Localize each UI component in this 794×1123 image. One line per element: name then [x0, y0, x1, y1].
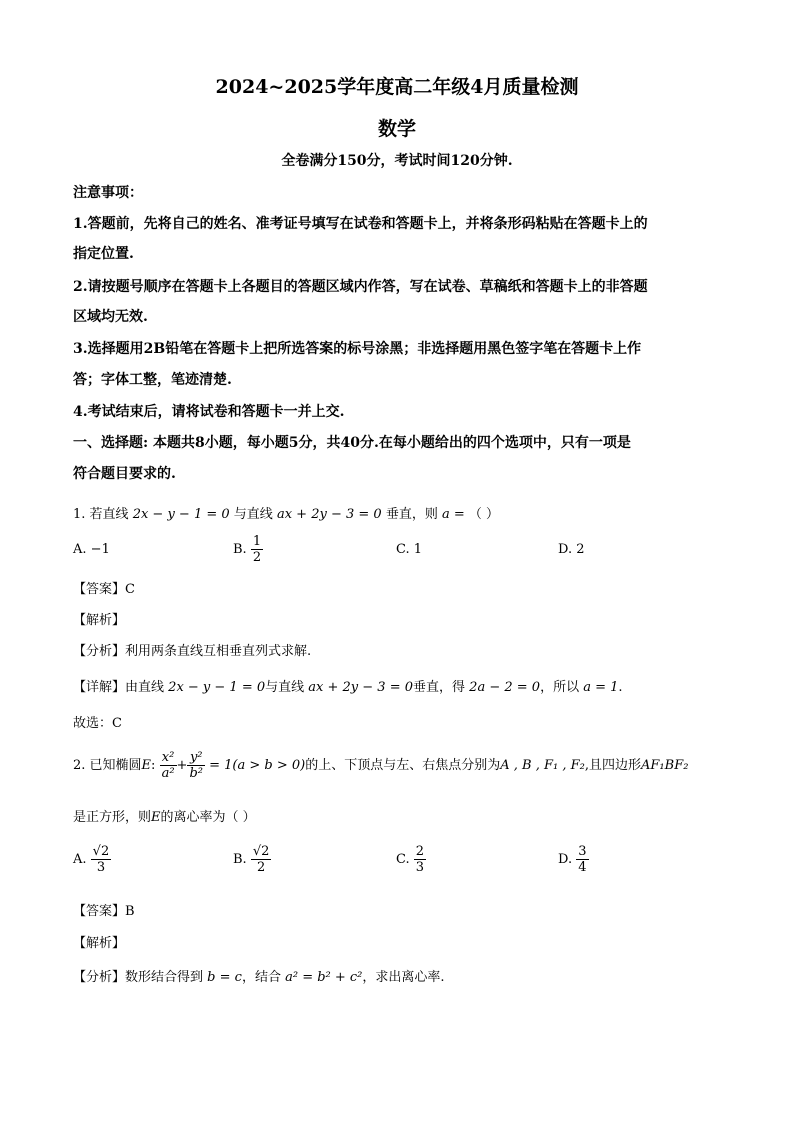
q2-answer: [73, 900, 135, 919]
q2-a2: a²: [161, 766, 175, 781]
q1-option-a: [73, 542, 110, 557]
q2-quadrilateral: AF₁BF₂: [641, 758, 689, 773]
q1-option-c: C. 1: [396, 542, 423, 557]
q1-detail-text-c: 垂直，得: [413, 680, 466, 695]
q1-detail-text-d: ，所以: [540, 680, 580, 695]
q2-option-d-label: D.: [558, 852, 573, 867]
note-1-line-1: 1.答题前，先将自己的姓名、准考证号填写在试卷和答题卡上，并将条形码粘贴在答题卡上的: [73, 216, 648, 232]
q2-stem-line-1: [73, 748, 688, 784]
q2-option-b-label: B.: [233, 852, 247, 867]
exam-title: 2024~2025学年度高二年级4月质量检测: [215, 76, 579, 98]
q2-colon: :: [151, 758, 156, 773]
q1-option-b-num: 1: [252, 534, 262, 549]
q1-option-b-den: 2: [252, 550, 262, 565]
q1-analysis-label: 【解析】: [73, 613, 126, 628]
q2-fenxi-label: 【分析】: [73, 970, 126, 985]
q2-option-a-label: A.: [73, 852, 87, 867]
q2-option-d-den: 4: [578, 860, 587, 875]
q1-suffix: 垂直，则: [385, 507, 438, 522]
q2-option-a: [73, 844, 111, 875]
q1-blank: （ ）: [468, 507, 500, 522]
q2-stem-line-2: [73, 806, 256, 825]
q2-option-a-den: 3: [96, 860, 106, 875]
q2-stem-line2-e: E: [151, 810, 161, 825]
q2-prefix: 2. 已知椭圆: [73, 758, 142, 773]
q2-fenxi-text-c: ，求出离心率.: [362, 970, 445, 985]
q2-fenxi-eq1: b = c: [207, 970, 242, 985]
q2-x-fraction: [160, 750, 177, 781]
notes-heading: 注意事项：: [73, 185, 143, 201]
q1-fenxi-label: 【分析】: [73, 644, 126, 659]
q2-option-a-fraction: [91, 844, 112, 875]
note-4: 4.考试结束后，请将试卷和答题卡一并上交.: [73, 404, 345, 420]
q1-option-b-fraction: [251, 534, 263, 565]
subject-title: 数学: [377, 118, 416, 140]
q2-option-c-fraction: [414, 844, 426, 875]
q1-detail-text-a: 由直线: [125, 680, 165, 695]
q2-fenxi-text-a: 数形结合得到: [125, 970, 204, 985]
q1-detail-text-b: 与直线: [265, 680, 305, 695]
q1-detail-line1: 2x − y − 1 = 0: [168, 680, 266, 695]
q2-b2: b²: [189, 766, 203, 781]
q2-plus: +: [176, 758, 188, 773]
q2-option-d-fraction: [576, 844, 588, 875]
q2-option-c: [396, 844, 426, 875]
q2-answer-value: B: [125, 904, 135, 919]
q2-option-b: [233, 844, 271, 875]
q2-option-b-num: √2: [252, 844, 270, 859]
q1-fenxi-text: 利用两条直线互相垂直列式求解.: [125, 644, 312, 659]
q1-option-d: D. 2: [558, 542, 585, 557]
q1-detail-line2: ax + 2y − 3 = 0: [308, 680, 414, 695]
q2-fenxi-eq2: a² = b² + c²: [285, 970, 363, 985]
q1-detail-result: a = 1: [583, 680, 619, 695]
q1-detail-label: 【详解】: [73, 680, 126, 695]
q1-option-b-label: B.: [233, 542, 247, 557]
q1-fenxi: [73, 640, 311, 659]
q1-mid: 与直线: [233, 507, 273, 522]
q2-option-d: [558, 844, 589, 875]
q2-option-b-fraction: [251, 844, 272, 875]
q1-line2: ax + 2y − 3 = 0: [276, 507, 382, 522]
q2-option-d-num: 3: [578, 844, 587, 859]
q1-answer-value: C: [125, 582, 135, 597]
q1-choice: 故选：C: [73, 716, 122, 731]
score-time-line: 全卷满分150分，考试时间120分钟.: [281, 153, 513, 169]
q2-stem-line2-a: 是正方形，则: [73, 810, 152, 825]
q2-equation-rest: = 1(a > b > 0): [209, 758, 306, 773]
q2-x2: x²: [160, 750, 177, 766]
q2-option-b-den: 2: [256, 860, 266, 875]
q2-analysis-label: 【解析】: [73, 936, 126, 951]
section-1-line-1: 一、选择题: 本题共8小题，每小题5分，共40分.在每小题给出的四个选项中，只有一项是: [73, 435, 631, 451]
q1-prefix: 1. 若直线: [73, 507, 129, 522]
q1-line1: 2x − y − 1 = 0: [132, 507, 230, 522]
note-2-line-2: 区域均无效.: [73, 309, 148, 325]
q2-fenxi: [73, 966, 445, 985]
q2-y2: y²: [187, 750, 205, 766]
q2-stem-line2-b: 的离心率为（ ）: [160, 810, 256, 825]
note-1-line-2: 指定位置.: [73, 246, 134, 262]
q2-option-c-label: C.: [396, 852, 410, 867]
q1-detail-end: .: [618, 680, 623, 695]
q1-var: a =: [441, 507, 465, 522]
section-1-line-2: 符合题目要求的.: [73, 466, 176, 482]
q2-option-c-num: 2: [415, 844, 425, 859]
q1-stem: [73, 503, 499, 522]
q1-answer: [73, 578, 135, 597]
q1-option-a-label: A.: [73, 542, 87, 557]
note-2-line-1: 2.请按题号顺序在答题卡上各题目的答题区域内作答，写在试卷、草稿纸和答题卡上的非答题: [73, 279, 648, 295]
q2-option-a-num: √2: [92, 844, 110, 859]
q1-answer-label: 【答案】: [73, 582, 126, 597]
note-3-line-1: 3.选择题用2B铅笔在答题卡上把所选答案的标号涂黑；非选择题用黑色签字笔在答题卡上作: [73, 341, 642, 357]
q2-option-c-den: 3: [415, 860, 425, 875]
q1-option-b: [233, 534, 263, 565]
q1-detail-equation: 2a − 2 = 0: [469, 680, 541, 695]
q2-points: A , B , F₁ , F₂: [500, 758, 585, 773]
note-3-line-2: 答；字体工整，笔迹清楚.: [73, 372, 232, 388]
q1-option-a-value: −1: [90, 542, 110, 557]
q2-y-fraction: [187, 750, 205, 781]
q2-answer-label: 【答案】: [73, 904, 126, 919]
q2-fenxi-text-b: ，结合: [241, 970, 281, 985]
q1-detail: [73, 676, 623, 695]
q2-stem-mid: 的上、下顶点与左、右焦点分别为: [305, 758, 501, 773]
q2-ellipse-name: E: [141, 758, 152, 773]
q2-stem-mid2: ,且四边形: [584, 758, 642, 773]
